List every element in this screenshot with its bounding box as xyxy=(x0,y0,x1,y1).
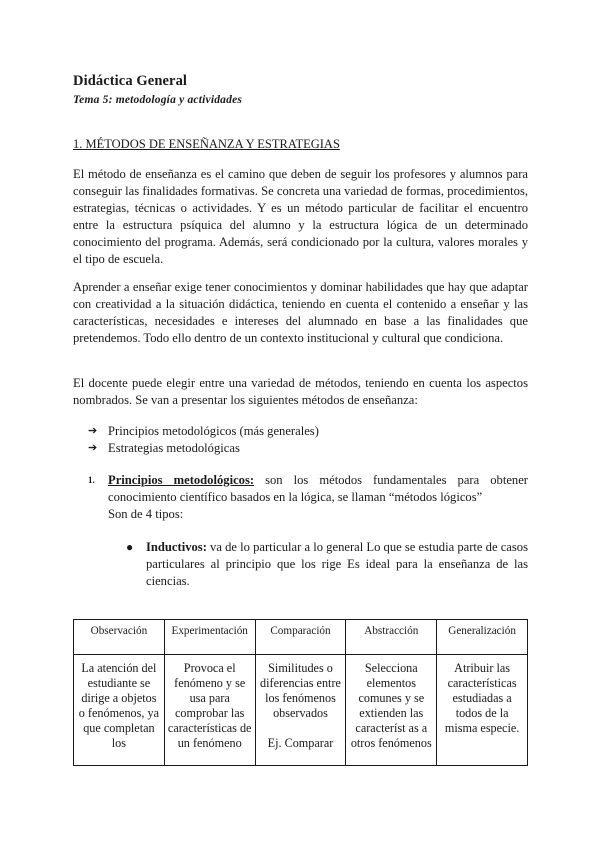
bullet-text: Estrategias metodológicas xyxy=(108,441,240,455)
table-cell-example: Ej. Comparar xyxy=(267,736,334,750)
numbered-item-text2: Son de 4 tipos: xyxy=(108,507,184,521)
document-title: Didáctica General xyxy=(73,73,188,89)
paragraph-1: El método de enseñanza es el camino que deben de seguir los profesores y alumnos para conseguir las finalidades formativas. Se concreta una variedad de formas, procedimientos, estrategias, técnicas o actividades. Y es un método particular de facilitar el encuentro entre la estructura psíquica del alumno y la estructura lógica de un determinado conocimiento del programa. Además, será condicionado por la cultura, valores morales y el tipo de escuela. xyxy=(73,167,528,266)
numbered-item xyxy=(88,472,528,523)
sub-item-term: Inductivos: xyxy=(146,540,207,554)
table-cell-text: Similitudes o diferencias entre los fenómenos observados xyxy=(260,661,341,720)
sub-item-body xyxy=(126,539,528,590)
arrow-icon: ➔ xyxy=(88,425,98,437)
arrow-icon: ➔ xyxy=(88,442,98,454)
bullet-dot-icon: ● xyxy=(126,540,134,554)
table-header-cell: Experimentación xyxy=(164,620,255,655)
numbered-item-text: son los métodos fundamentales para obtener conocimiento científico basados en la lógica, se llaman “métodos lógicos” xyxy=(108,473,528,504)
table-header-cell: Generalización xyxy=(437,620,528,655)
sub-item xyxy=(126,539,528,590)
numbered-item-term: Principios metodológicos: xyxy=(108,473,255,487)
list-item xyxy=(88,440,319,457)
table-header-row xyxy=(74,620,528,655)
numbered-marker: 1. xyxy=(88,475,95,485)
document-subtitle: Tema 5: metodología y actividades xyxy=(73,94,243,106)
table-header-cell: Abstracción xyxy=(346,620,437,655)
table-header-cell: Observación xyxy=(74,620,165,655)
section-heading-text: MÉTODOS DE ENSEÑANZA Y ESTRATEGIAS xyxy=(85,137,340,151)
paragraph-2: Aprender a enseñar exige tener conocimientos y dominar habilidades que hay que adaptar con creatividad a la situación didáctica, teniendo en cuenta el contenido a enseñar y las características, necesidades e intereses del alumnado en base a las finalidades que pretendemos. Todo ello dentro de un contexto institucional y cultural que condiciona. xyxy=(73,280,528,345)
bullet-list xyxy=(88,423,319,457)
table-cell: Provoca el fenómeno y se usa para comprobar las características de un fenómeno xyxy=(164,655,255,766)
table-cell: La atención del estudiante se dirige a objetos o fenómenos, ya que completan los xyxy=(74,655,165,766)
section-heading xyxy=(73,137,340,152)
section-number: 1. xyxy=(73,137,83,151)
bullet-text: Principios metodológicos (más generales) xyxy=(108,424,319,438)
table-cell xyxy=(255,655,346,766)
table-cell: Atribuir las características estudiadas a todos de la misma especie. xyxy=(437,655,528,766)
table-header-cell: Comparación xyxy=(255,620,346,655)
table-cell: Selecciona elementos comunes y se extienden las característ as a otros fenómenos xyxy=(346,655,437,766)
paragraph-3: El docente puede elegir entre una variedad de métodos, teniendo en cuenta los aspectos nombrados. Se van a presentar los siguientes métodos de enseñanza: xyxy=(73,376,528,407)
table-row xyxy=(74,655,528,766)
sub-item-text: va de lo particular a lo general Lo que se estudia parte de casos particulares al principio que los rige Es ideal para la enseñanza de las ciencias. xyxy=(146,540,528,588)
list-item xyxy=(88,423,319,440)
methods-table xyxy=(73,619,528,766)
numbered-item-body xyxy=(88,472,528,523)
